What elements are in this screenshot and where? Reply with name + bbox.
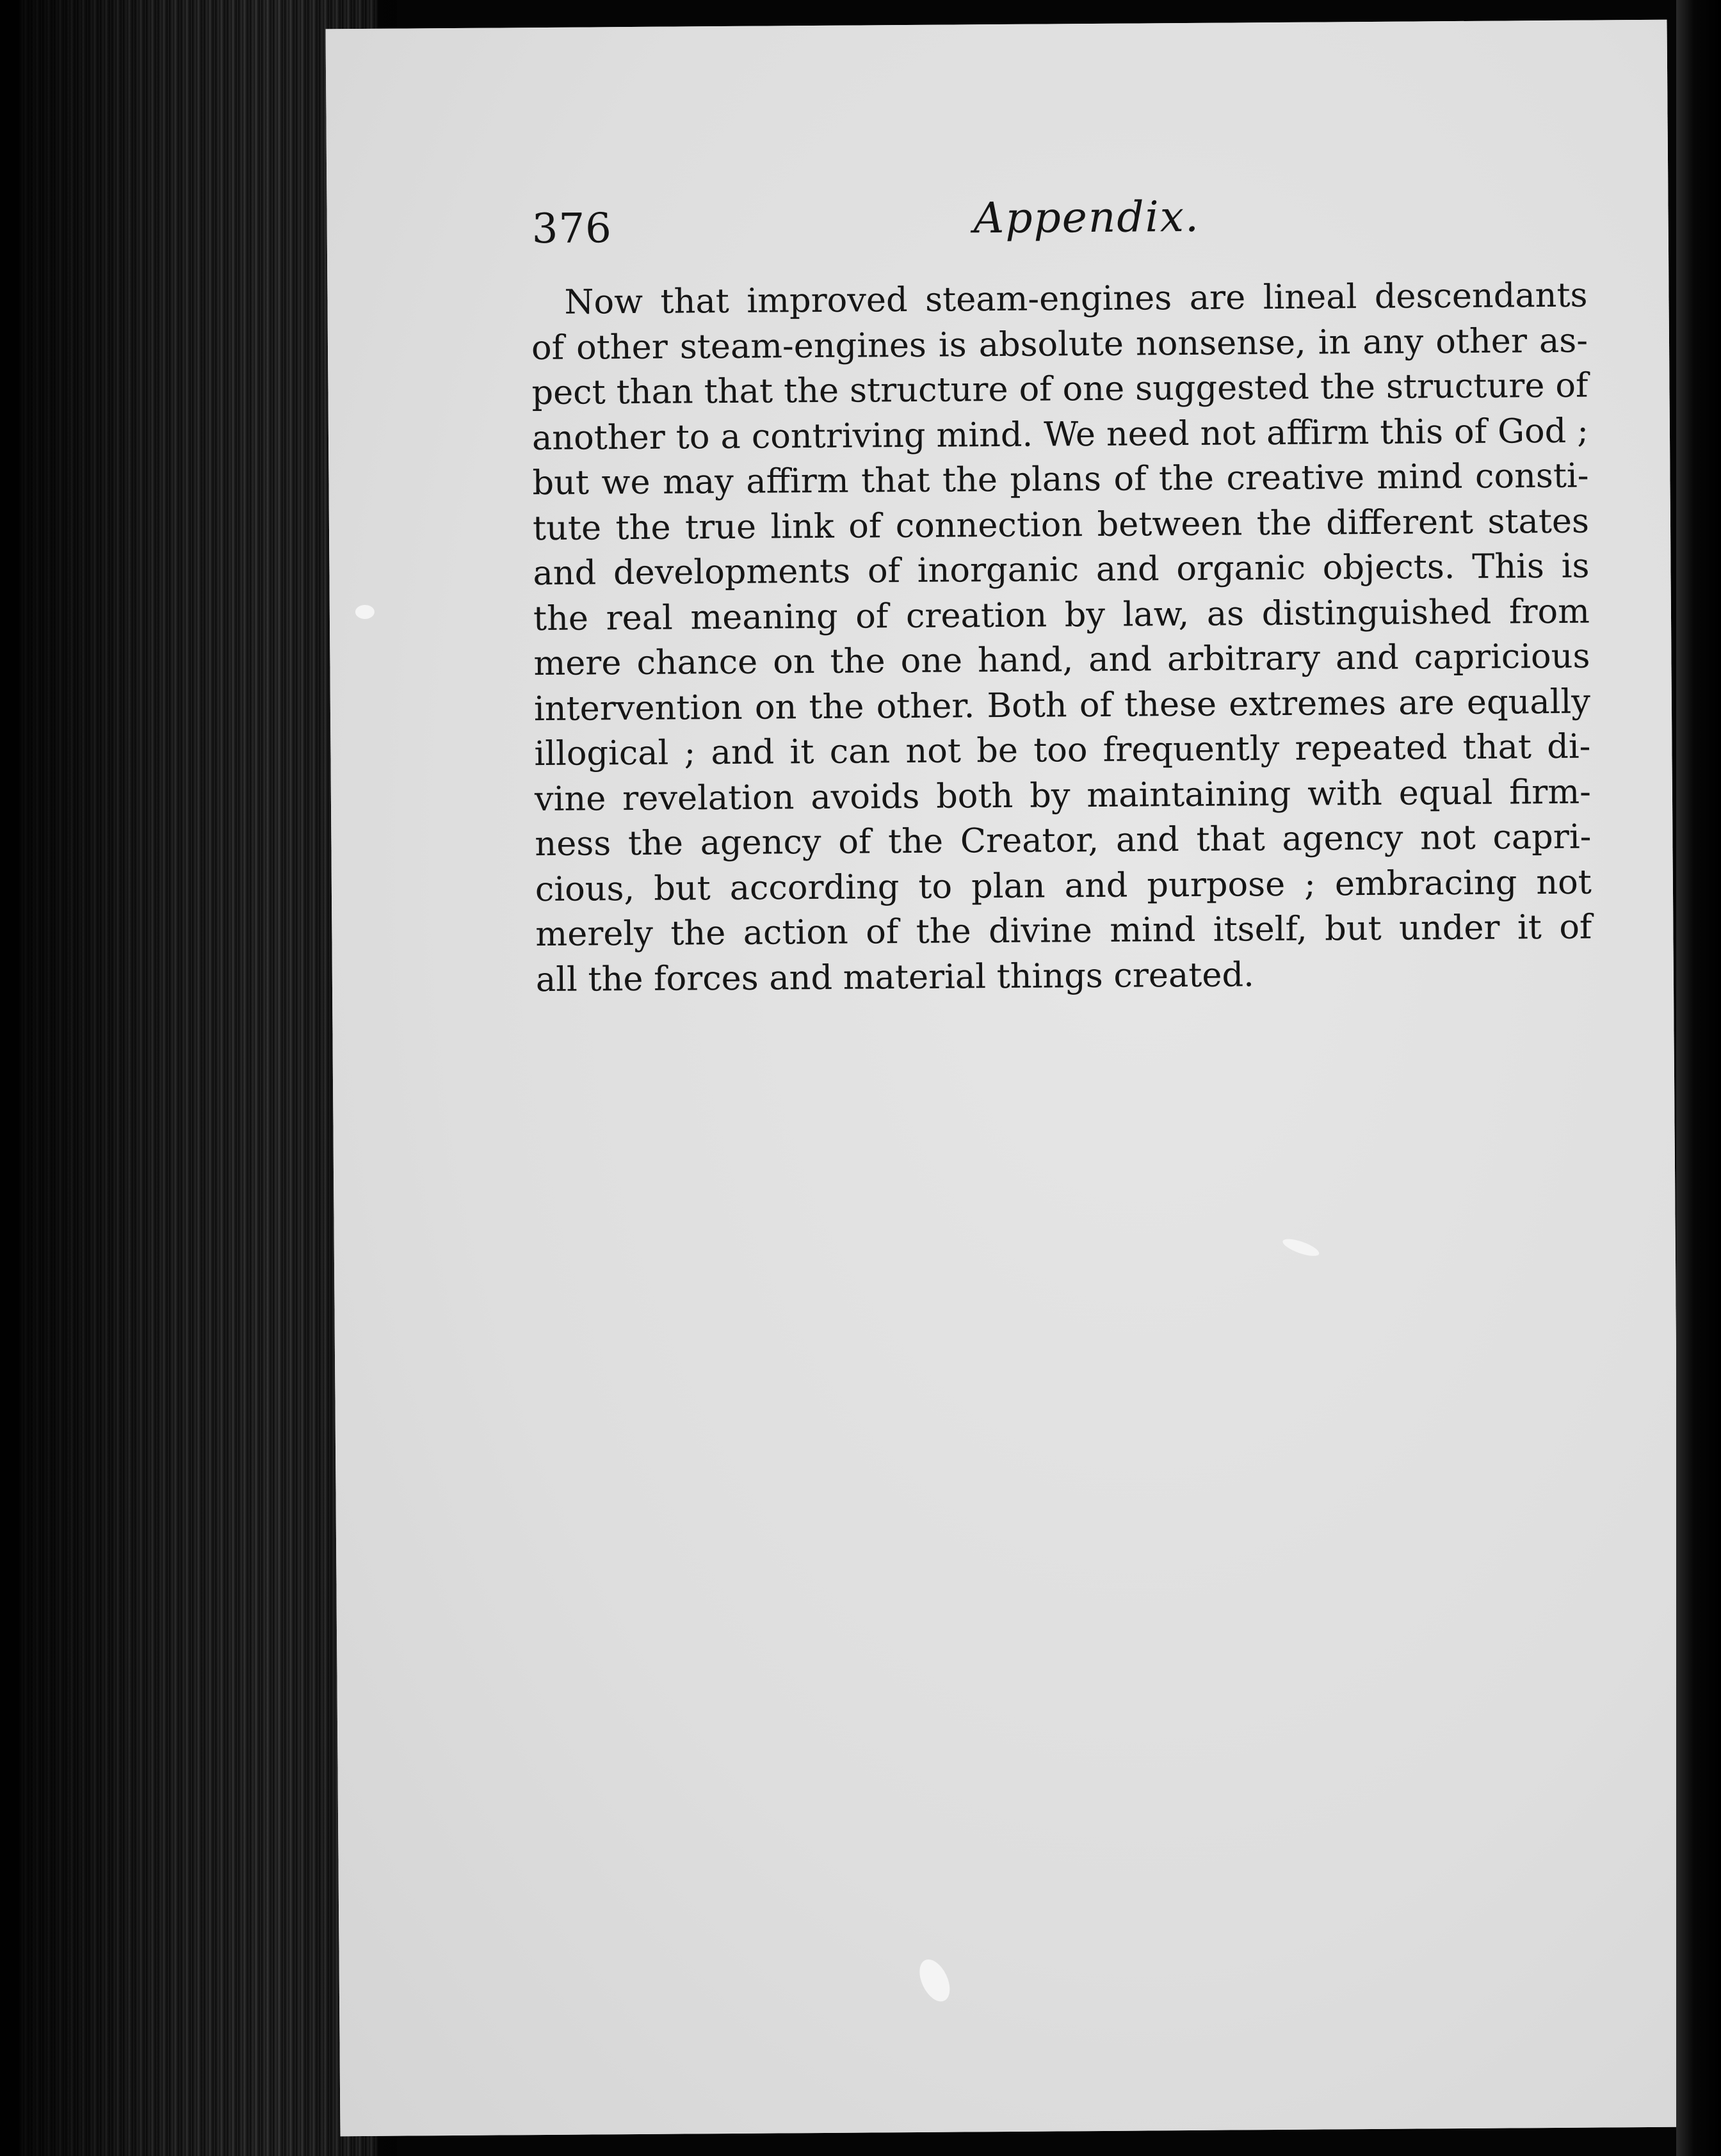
dust-speck (914, 1955, 956, 2006)
page-header (531, 180, 1620, 264)
text-line: illogical ; and it can not be too frequently repeated that di- (534, 727, 1591, 774)
page-number: 376 (531, 205, 613, 253)
text-line: ness the agency of the Creator, and that agency not capri- (535, 817, 1592, 864)
printed-page (326, 20, 1682, 2137)
dust-speck (1281, 1235, 1321, 1259)
text-line: and developments of inorganic and organic objects. This is (533, 546, 1590, 593)
text-line: all the forces and material things created. (535, 954, 1254, 999)
text-line: another to a contriving mind. We need not affirm this of God ; (531, 411, 1589, 458)
text-line: mere chance on the one hand, and arbitrary and capricious (533, 636, 1590, 684)
dust-speck (355, 605, 375, 619)
text-line: cious, but according to plan and purpose ; embracing not (535, 862, 1592, 909)
text-line: tute the true link of connection between the different states (532, 501, 1590, 548)
text-line: of other steam-engines is absolute nonsense, in any other as- (531, 321, 1588, 367)
text-line: merely the action of the divine mind itself, but under it of (535, 907, 1592, 954)
text-line: vine revelation avoids both by maintaining with equal firm- (534, 772, 1592, 819)
text-line: but we may affirm that the plans of the creative mind consti- (532, 456, 1589, 503)
text-line: the real meaning of creation by law, as distinguished from (533, 591, 1590, 638)
right-binding-edge (1676, 0, 1721, 2156)
text-line: Now that improved steam-engines are lineal descendants (564, 275, 1588, 322)
text-line: intervention on the other. Both of these extremes are equally (533, 682, 1591, 728)
text-line: pect than that the structure of one suggested the structure of (531, 366, 1588, 413)
running-head: Appendix. (973, 191, 1200, 243)
body-paragraph (531, 273, 1592, 1002)
